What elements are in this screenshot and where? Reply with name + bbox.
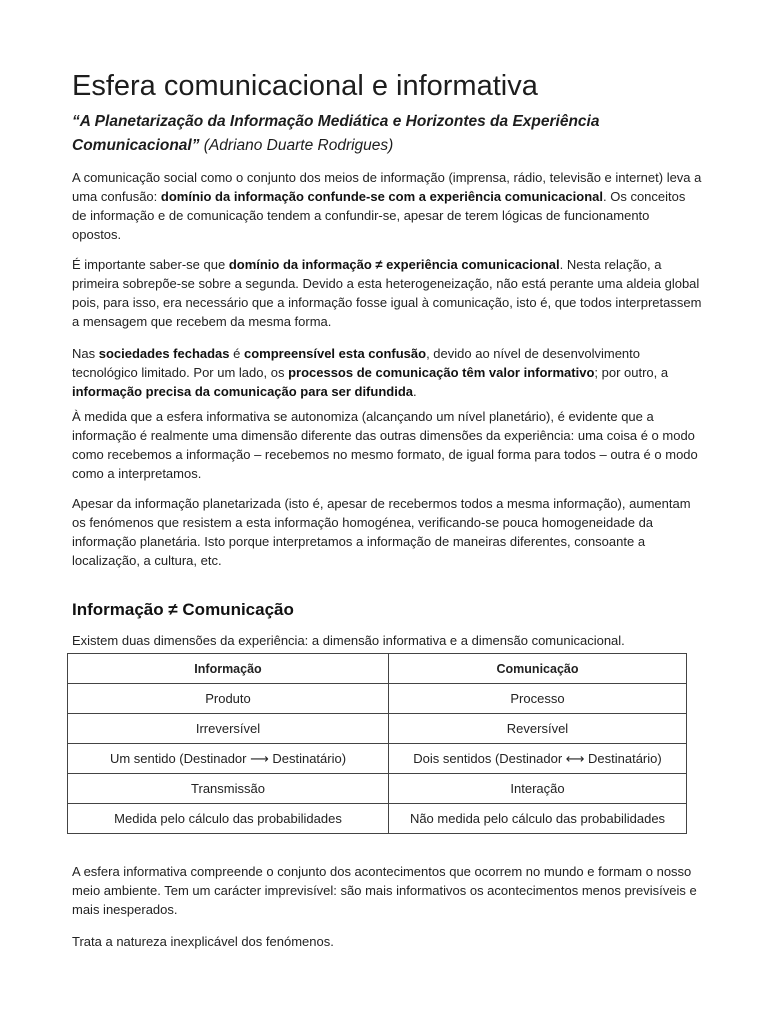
table-cell: Reversível [389, 714, 687, 744]
closing-paragraph: A esfera informativa compreende o conjunto dos acontecimentos que ocorrem no mundo e formam o nosso meio ambiente. Tem um carácter imprevisível: são mais informativos os acontecimentos menos previsíveis e mais inesperados. [72, 864, 697, 917]
table-cell: Medida pelo cálculo das probabilidades [68, 804, 389, 834]
text-run: Nas [72, 346, 99, 361]
section-heading: Informação ≠ Comunicação [72, 600, 294, 619]
closing-paragraph: Trata a natureza inexplicável dos fenómenos. [72, 934, 334, 949]
column-header-comunicacao: Comunicação [389, 654, 687, 684]
paragraph [72, 255, 702, 331]
section-intro: Existem duas dimensões da experiência: a dimensão informativa e a dimensão comunicacional. [72, 633, 625, 648]
bold-text-run: informação precisa da comunicação para ser difundida [72, 384, 413, 399]
comparison-table [67, 653, 687, 834]
table-header-row [68, 654, 687, 684]
table-row [68, 714, 687, 744]
table-cell: Interação [389, 774, 687, 804]
paragraph [72, 168, 702, 244]
text-run: A comunicação social como o conjunto dos meios de informação (imprensa, rádio, televisão e internet) leva a uma confusão: [72, 170, 702, 204]
table-row [68, 684, 687, 714]
text-run: . [413, 384, 417, 399]
table-cell: Irreversível [68, 714, 389, 744]
table-row [68, 804, 687, 834]
bold-text-run: domínio da informação ≠ experiência comunicacional [228, 257, 560, 272]
bold-text-run: compreensível esta confusão [244, 346, 427, 361]
text-run: é [229, 346, 244, 361]
table-row [68, 744, 687, 774]
work-title: “A Planetarização da Informação Mediática e Horizontes da Experiência Comunicacional” [72, 113, 600, 154]
subtitle [72, 110, 702, 158]
table-row [68, 774, 687, 804]
bold-text-run: domínio da informação confunde-se com a experiência comunicacional [160, 189, 603, 204]
bold-text-run: processos de comunicação têm valor informativo [288, 365, 595, 380]
text-run: É importante saber-se que [72, 257, 229, 272]
table-cell: Processo [389, 684, 687, 714]
table-cell: Dois sentidos (Destinador ⟷ Destinatário) [389, 744, 687, 774]
text-run: ; por outro, a [594, 365, 669, 380]
paragraph [72, 344, 702, 401]
text-run: . Nesta relação, a primeira sobrepõe-se sobre a segunda. Devido a esta heterogeneização, não está perante uma aldeia global pois, para isso, era necessário que a informação fosse igual à comunicação, isto é, que todos interpretassem a mensagem que recebem da mesma forma. [72, 257, 702, 329]
paragraph [72, 494, 702, 570]
text-run: . Os conceitos de informação e de comunicação tendem a confundir-se, apesar de terem lógicas de funcionamento opostos. [72, 189, 686, 242]
table-cell: Transmissão [68, 774, 389, 804]
text-run: , devido ao nível de desenvolvimento tecnológico limitado. Por um lado, os [72, 346, 640, 380]
author: (Adriano Duarte Rodrigues) [203, 137, 394, 154]
text-run: À medida que a esfera informativa se autonomiza (alcançando um nível planetário), é evidente que a informação é realmente uma dimensão diferente das outras dimensões da experiência: uma coisa é o modo como recebemos a informação – recebemos no mesmo formato, de igual forma para todos – outra é o modo como a interpretamos. [72, 409, 698, 481]
table-cell: Não medida pelo cálculo das probabilidades [389, 804, 687, 834]
bold-text-run: sociedades fechadas [98, 346, 230, 361]
page-title: Esfera comunicacional e informativa [72, 70, 538, 102]
column-header-informacao: Informação [68, 654, 389, 684]
paragraph [72, 407, 702, 483]
text-run: Apesar da informação planetarizada (isto é, apesar de recebermos todos a mesma informação), aumentam os fenómenos que resistem a esta informação homogénea, verificando-se pouca homogeneidade da informação planetária. Isto porque interpretamos a informação de maneiras diferentes, consoante a localização, a cultura, etc. [72, 496, 691, 568]
table-cell: Um sentido (Destinador ⟶ Destinatário) [68, 744, 389, 774]
table-cell: Produto [68, 684, 389, 714]
